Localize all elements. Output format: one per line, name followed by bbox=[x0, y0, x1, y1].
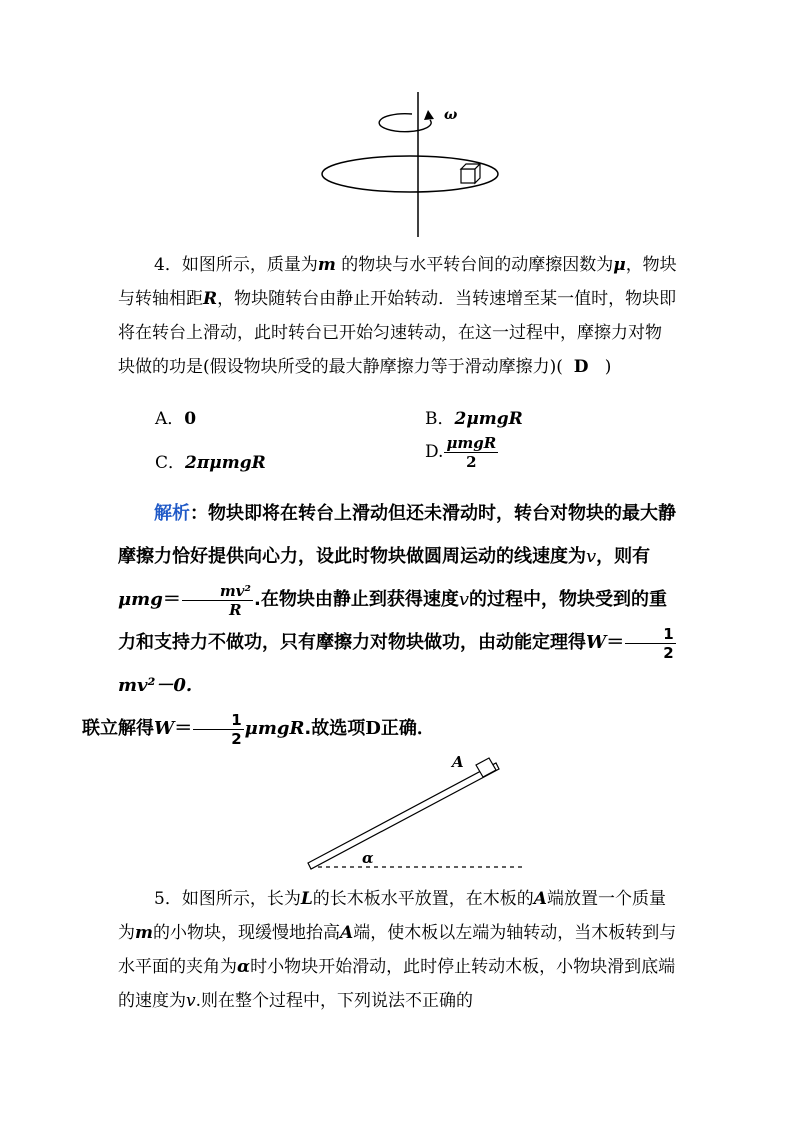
q4-number: 4． bbox=[154, 255, 182, 275]
option-d: D. $\frac{\text{μmgR}}{2}$ bbox=[425, 434, 497, 471]
var-mu: μ bbox=[613, 255, 626, 275]
label-A: A bbox=[452, 753, 464, 771]
q4-answer: D bbox=[573, 357, 589, 377]
block-icon bbox=[461, 164, 480, 183]
q4-text: ) bbox=[604, 357, 612, 377]
label-alpha: α bbox=[362, 849, 374, 867]
option-c: C．2πμmgR bbox=[155, 453, 266, 473]
q4-text: 如图所示，质量为 bbox=[181, 255, 318, 275]
q4-text: 的物块与水平转台间的动摩擦因数为 bbox=[335, 255, 614, 275]
q4-text: ，物块与转轴相距 bbox=[118, 255, 677, 309]
analysis: 解析：物块即将在转台上滑动但还未滑动时，转台对物块的最大静摩擦力恰好提供向心力，设此时物块做圆周运动的线速度为v，则有μmg＝ $\frac{\text{mv²}}{R}$ .在物块由静止到获得速度v的过程中，物块受到的重力和支持力不做功，只有摩擦力对物块做功，由动能定理得W＝ $\frac{1}{2}$ mv²－0. 联立解得W＝ $\frac{1}{2}$ μmgR.故选项D正确． bbox=[82, 503, 676, 748]
var-R: R bbox=[203, 289, 218, 309]
inclined-board-figure bbox=[300, 745, 540, 875]
omega-label: ω bbox=[444, 107, 458, 123]
turntable-figure bbox=[300, 92, 500, 242]
rotation-arrowhead-icon bbox=[424, 110, 434, 120]
board bbox=[308, 763, 499, 869]
analysis-tag: 解析 bbox=[154, 503, 190, 524]
option-a: A．0 bbox=[155, 409, 197, 429]
var-m: m bbox=[317, 255, 336, 275]
question-4 bbox=[118, 248, 678, 384]
option-b: B．2μmgR bbox=[425, 409, 523, 429]
question-5: 5．如图所示，长为L的长木板水平放置，在木板的A端放置一个质量为m的小物块，现缓慢地抬高A端，使木板以左端为轴转动，当木板转到与水平面的夹角为α时小物块开始滑动，此时停止转动木板，小物块滑到底端的速度为v.则在整个过程中，下列说法不正确的 bbox=[118, 889, 677, 1011]
rotation-arrow bbox=[379, 114, 431, 132]
q4-text: ，物块随转台由静止开始转动．当转速增至某一值时，物块即将在转台上滑动，此时转台已开始匀速转动，在这一过程中，摩擦力对物块做的功是(假设物块所受的最大静摩擦力等于滑动摩擦力)( bbox=[118, 289, 677, 377]
